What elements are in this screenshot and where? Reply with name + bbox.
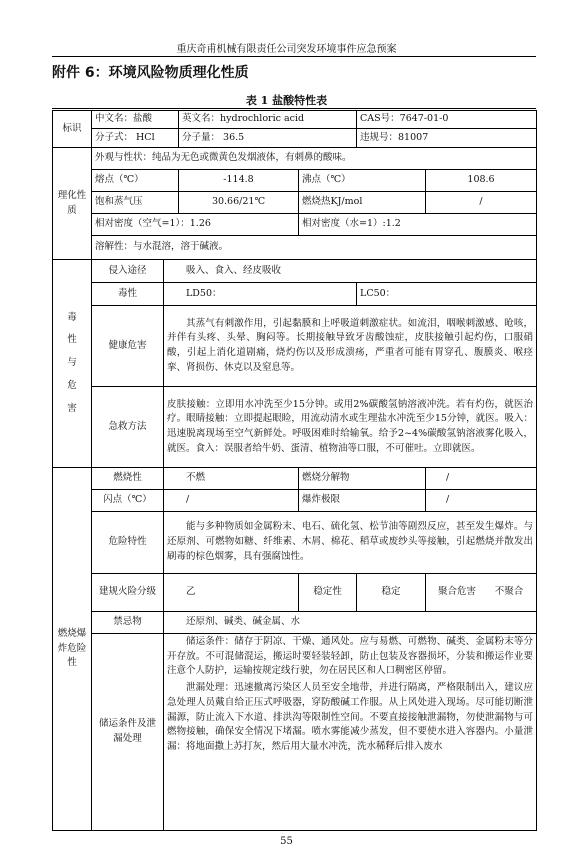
flash-row <box>53 490 537 512</box>
melting-value: -114.8 <box>179 170 299 192</box>
solubility-row <box>53 236 537 260</box>
route-label: 侵入途径 <box>92 260 164 283</box>
lc50-cell: LC50： <box>357 283 537 306</box>
solubility-cell: 溶解性：与水混溶，溶于碱液。 <box>92 236 537 260</box>
class-row <box>53 574 537 612</box>
boiling-label: 沸点（℃） <box>299 170 426 192</box>
decomp-value: / <box>426 468 537 490</box>
ident-label: 标识 <box>53 111 92 148</box>
tox-label: 毒性 <box>92 283 164 306</box>
melting-label: 熔点（℃） <box>92 170 179 192</box>
storage-cell <box>164 634 537 831</box>
formula-cell: 分子式： HCl <box>92 129 179 148</box>
storage-text: 储运条件：储存于阴凉、干燥、通风处。应与易燃、可燃物、碱类、金属粉末等分开存放。不可混储混运，搬运时要轻装轻卸，防止包装及容器损坏，分装和搬运作业要注意个人防护，运输按规定线行驶，勿在居民区和人口稠密区停留。 <box>167 636 534 677</box>
hydrochloric-acid-spec-table <box>52 110 537 831</box>
document-header: 重庆奇甫机械有限责任公司突发环境事件应急预案 <box>176 44 397 55</box>
page-number: 55 <box>280 836 293 847</box>
incompat-label: 禁忌物 <box>92 612 164 634</box>
vapor-value: 30.66/21℃ <box>179 192 299 214</box>
route-row <box>53 260 537 283</box>
appearance-cell: 外观与性状：纯品为无色或微黄色发烟液体，有刺鼻的酸味。 <box>92 148 537 170</box>
density-row <box>53 214 537 236</box>
explosion-label: 爆炸极限 <box>299 490 426 512</box>
flash-value: / <box>164 490 299 512</box>
stability-value: 稳定 <box>357 574 426 612</box>
flammability-row <box>53 468 537 490</box>
health-text: 其蒸气有刺激作用，引起黏膜和上呼吸道刺激症状。如流泪，咽喉刺激感、呛咳，并伴有头疼、头晕、胸闷等。长期接触导致牙齿酸蚀症，皮肤接触引起灼伤，口服硝酸，引起上消化道剧痛，烧灼伤以及形成溃疡，严重者可能有胃穿孔、腹膜炎、喉痉挛、肾损伤、休克以及窒息等。 <box>164 306 537 387</box>
section-title: 附件 6：环境风险物质理化性质 <box>52 65 249 81</box>
flammability-value: 不燃 <box>164 468 299 490</box>
physchem-label: 理化性质 <box>53 148 92 260</box>
toxicity-label <box>53 260 92 468</box>
header-rule <box>52 56 536 57</box>
hazard-text: 能与多种物质如金属粉末、电石、硫化氢、松节油等剧烈反应，甚至发生爆炸。与还原剂、可燃物如糖、纤维素、木屑、棉花、稻草或废纱头等接触，引起燃烧并散发出刷毒的棕色烟雾，具有强腐蚀性。 <box>164 512 537 574</box>
incompat-value: 还原剂、碱类、碱金属、水 <box>164 612 537 634</box>
density-air-cell: 相对密度（空气=1）：1.26 <box>92 214 299 236</box>
boiling-value: 108.6 <box>426 170 537 192</box>
polymer-value: 不聚合 <box>494 586 524 598</box>
leak-text: 泄漏处理：迅速撤离污染区人员至安全地带，并进行隔离，严格限制出入，建议应急处理人员戴自给正压式呼吸器，穿防酸碱工作服。从上风处进入现场。尽可能切断泄漏源，防止流入下水道、排洪沟等限制性空间。不要直接接触泄漏物，勿使泄漏物与可燃物接触，确保安全情况下堵漏。喷水雾能减少蒸发，但不要使水进入容器内。小量泄漏：将地面撒上苏打灰，然后用大量水冲洗，洗水稀释后排入废水 <box>167 682 534 753</box>
appearance-row <box>53 148 537 170</box>
combustion-label: 燃烧热KJ/mol <box>299 192 426 214</box>
health-label: 健康危害 <box>92 306 164 387</box>
flammability-label: 燃烧性 <box>92 468 164 490</box>
combustion-value: / <box>426 192 537 214</box>
route-value: 吸入、食入、经皮吸收 <box>164 260 537 283</box>
polymer-cell <box>426 574 537 612</box>
stability-label: 稳定性 <box>299 574 357 612</box>
firstaid-text: 皮肤接触：立即用水冲洗至少15分钟。或用2%碳酸氢钠溶液冲洗。若有灼伤，就医治疗。眼睛接触：立即提起眼睑，用流动清水或生理盐水冲洗至少15分钟，就医。吸入：迅速脱离现场至空气新鲜处。呼吸困难时给输氧。给予2~4%碳酸氢钠溶液雾化吸入，就医。食入：误服者给牛奶、蛋清、植物油等口服，不可催吐。立即就医。 <box>164 387 537 468</box>
ident-row-formula <box>53 129 537 148</box>
hazard-row <box>53 512 537 574</box>
toxicity-label-text: 毒性与危害 <box>67 311 77 414</box>
ident-row-names <box>53 111 537 129</box>
incompat-row <box>53 612 537 634</box>
tox-row <box>53 283 537 306</box>
melting-boiling-row <box>53 170 537 192</box>
class-label: 建规火险分级 <box>92 574 164 612</box>
ld50-cell: LD50： <box>164 283 357 306</box>
weight-cell: 分子量： 36.5 <box>179 129 357 148</box>
explosion-value: / <box>426 490 537 512</box>
table-top-rule <box>52 108 536 109</box>
decomp-label: 燃烧分解物 <box>299 468 426 490</box>
cn-name-cell: 中文名：盐酸 <box>92 111 179 129</box>
cas-cell: CAS号：7647-01-0 <box>357 111 537 129</box>
vapor-label: 饱和蒸气压 <box>92 192 179 214</box>
health-row <box>53 306 537 387</box>
storage-label: 储运条件及泄漏处理 <box>92 634 164 831</box>
fire-label: 燃烧爆炸危险性 <box>53 468 92 831</box>
density-water-cell: 相对密度（水=1）:1.2 <box>299 214 537 236</box>
firstaid-row <box>53 387 537 468</box>
hazard-label: 危险特性 <box>92 512 164 574</box>
table-title: 表 1 盐酸特性表 <box>245 94 328 107</box>
storage-row <box>53 634 537 831</box>
class-value: 乙 <box>164 574 299 612</box>
firstaid-label: 急救方法 <box>92 387 164 468</box>
un-number-cell: 违规号：81007 <box>357 129 537 148</box>
flash-label: 闪点（℃） <box>92 490 164 512</box>
polymer-label: 聚合危害 <box>438 586 477 598</box>
vapor-combustion-row <box>53 192 537 214</box>
en-name-cell: 英文名：hydrochloric acid <box>179 111 357 129</box>
